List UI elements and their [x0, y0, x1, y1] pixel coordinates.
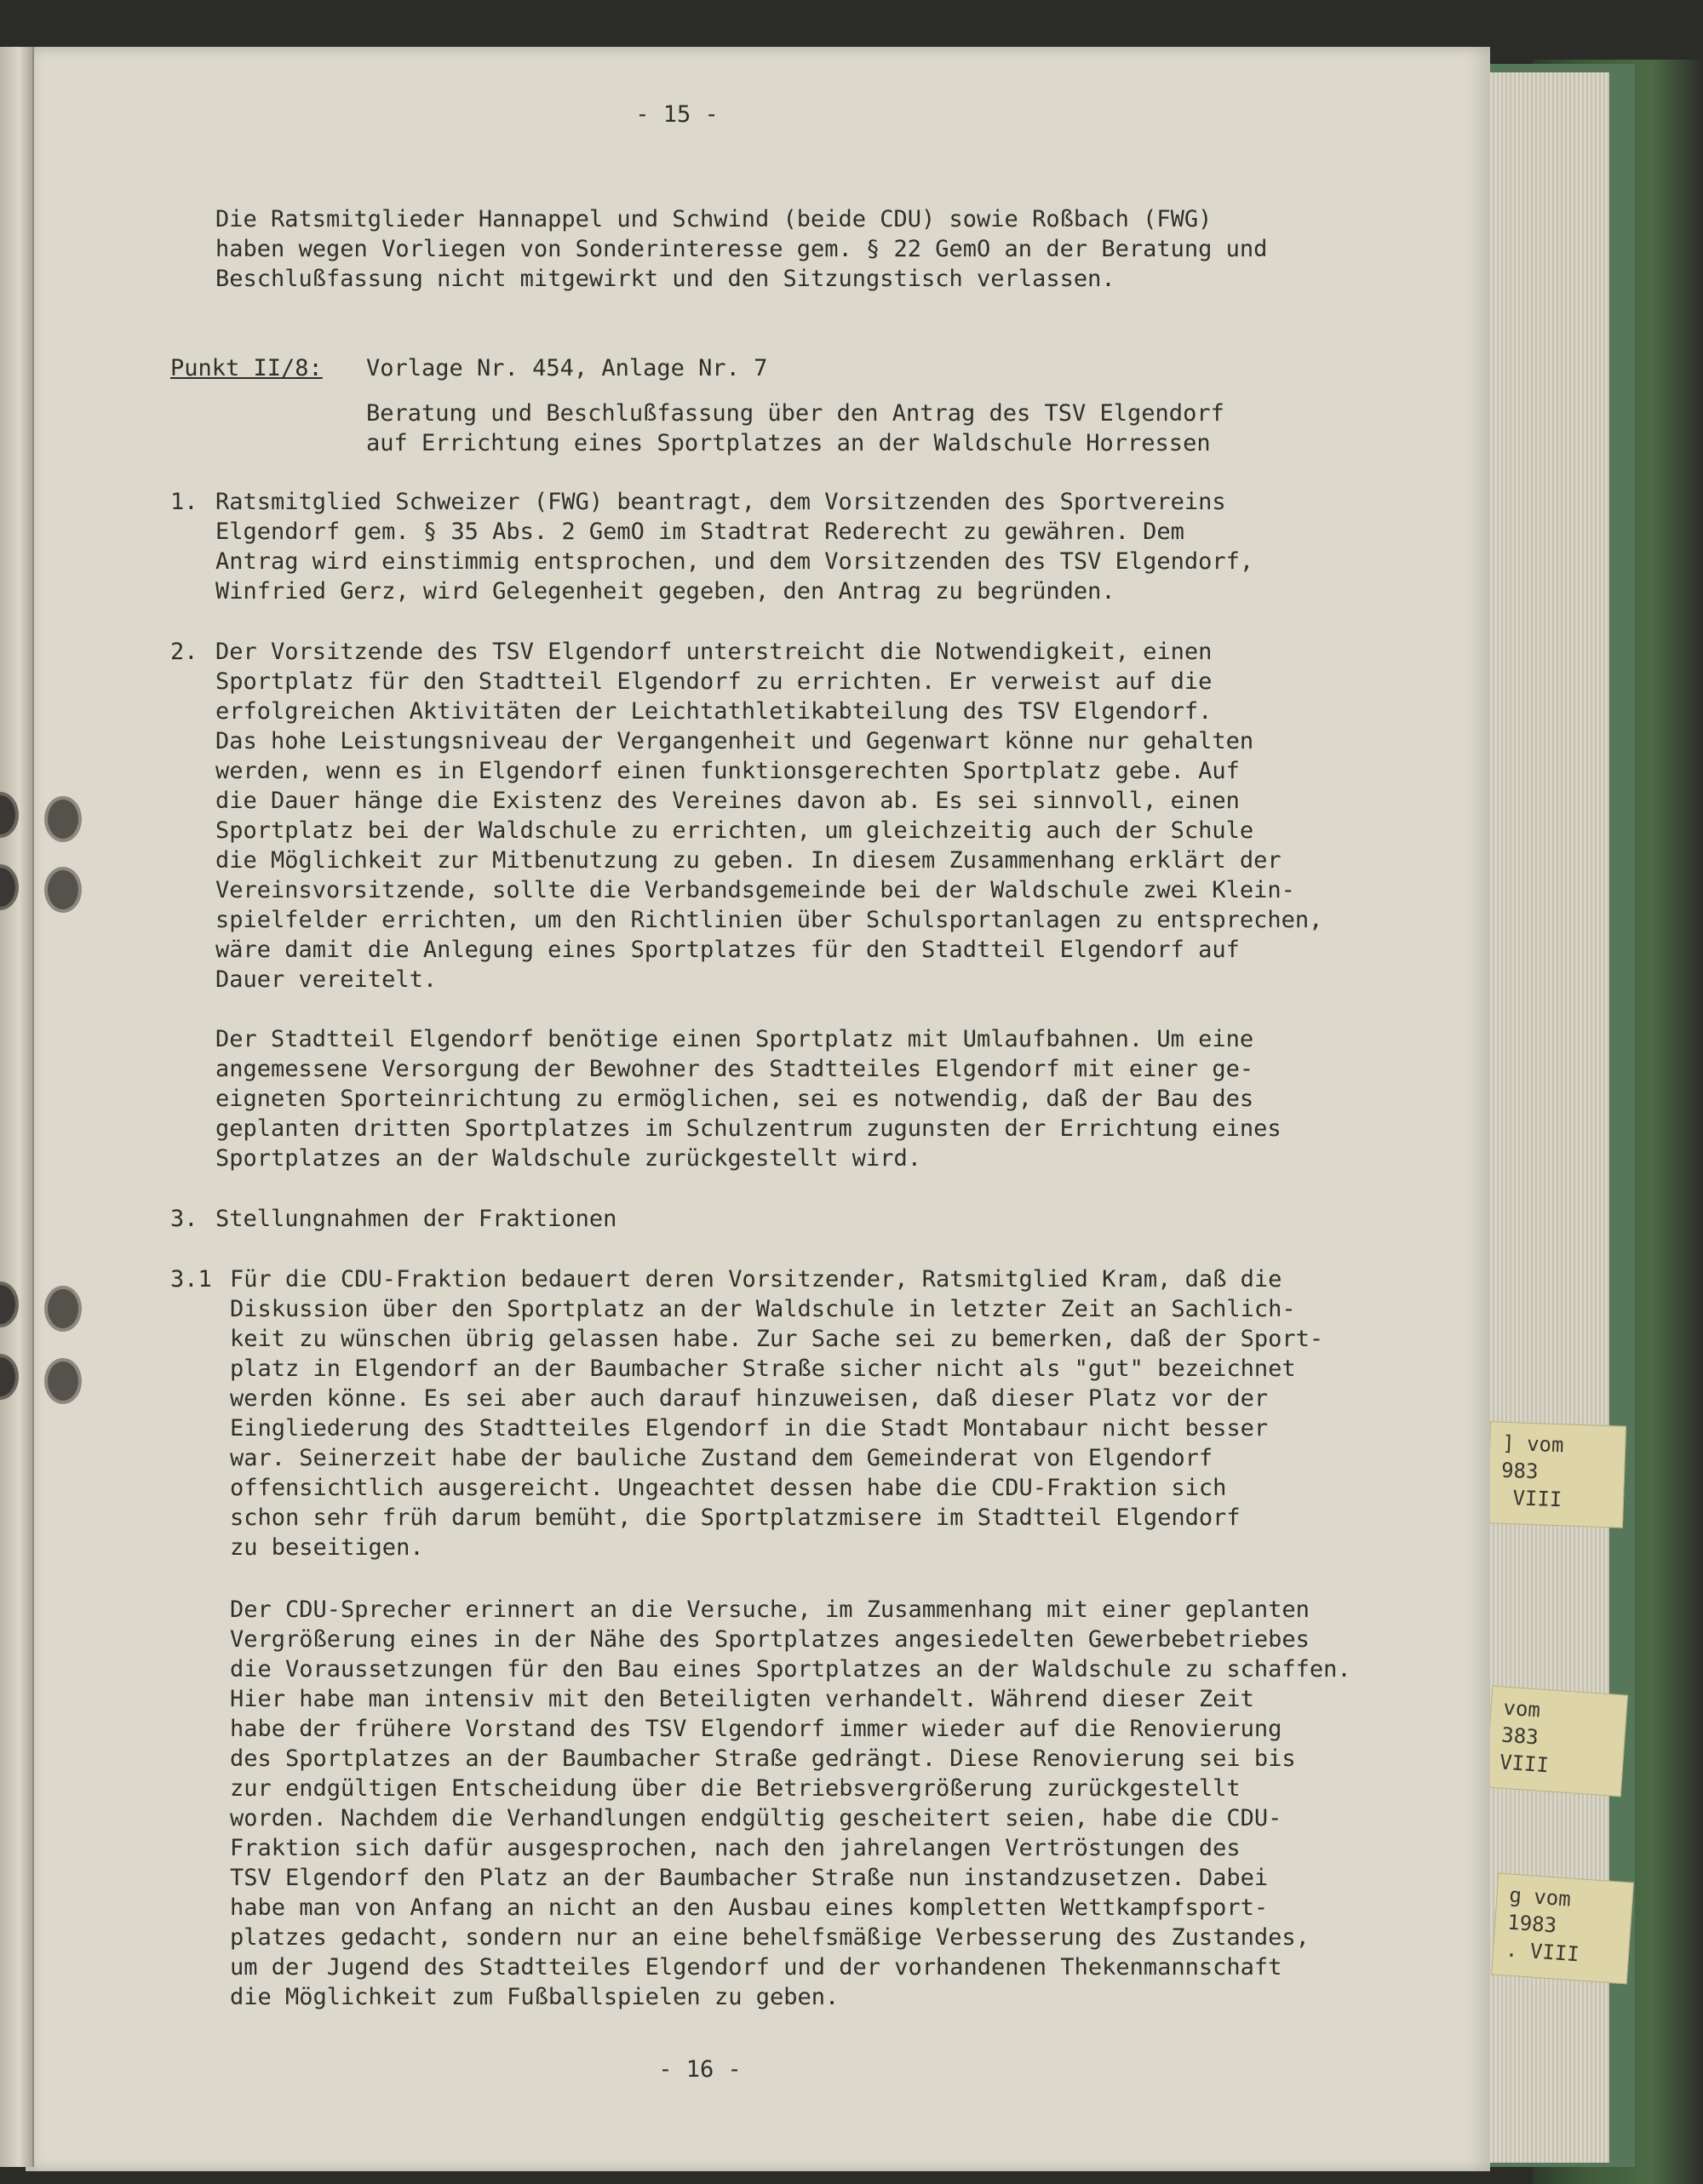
- text-line: Für die CDU-Fraktion bedauert deren Vorsitzender, Ratsmitglied Kram, daß die: [230, 1266, 1282, 1293]
- text-line: Eingliederung des Stadtteiles Elgendorf in die Stadt Montabaur nicht besser: [230, 1415, 1269, 1442]
- text-line: die Möglichkeit zum Fußballspielen zu geben.: [230, 1984, 840, 2010]
- text-line: worden. Nachdem die Verhandlungen endgültig gescheitert seien, habe die CDU-: [230, 1805, 1282, 1831]
- text-line: Antrag wird einstimmig entsprochen, und dem Vorsitzenden des TSV Elgendorf,: [215, 548, 1254, 575]
- text-line: geplanten dritten Sportplatzes im Schulzentrum zugunsten der Errichtung eines: [215, 1115, 1282, 1142]
- text-line: haben wegen Vorliegen von Sonderinteresse gem. § 22 GemO an der Beratung und: [215, 236, 1268, 262]
- text-line: werden, wenn es in Elgendorf einen funktionsgerechten Sportplatz gebe. Auf: [215, 758, 1240, 784]
- text-line: offensichtlich ausgereicht. Ungeachtet dessen habe die CDU-Fraktion sich: [230, 1475, 1227, 1501]
- agenda-item-subtitle: auf Errichtung eines Sportplatzes an der Waldschule Horressen: [366, 430, 1211, 456]
- text-line: war. Seinerzeit habe der bauliche Zustand dem Gemeinderat von Elgendorf: [230, 1445, 1213, 1471]
- text-line: Der Stadtteil Elgendorf benötige einen Sportplatz mit Umlaufbahnen. Um eine: [215, 1026, 1254, 1052]
- text-line: Sportplatz für den Stadtteil Elgendorf zu errichten. Er verweist auf die: [215, 668, 1213, 695]
- text-line: Vergrößerung eines in der Nähe des Sportplatzes angesiedelten Gewerbebetriebes: [230, 1626, 1310, 1653]
- text-line: erfolgreichen Aktivitäten der Leichtathletikabteilung des TSV Elgendorf.: [215, 698, 1213, 725]
- text-line: habe der frühere Vorstand des TSV Elgendorf immer wieder auf die Renovierung: [230, 1716, 1282, 1742]
- agenda-item-label: Punkt II/8:: [170, 355, 323, 381]
- text-line: Der Vorsitzende des TSV Elgendorf unterstreicht die Notwendigkeit, einen: [215, 639, 1213, 665]
- index-tab-1: ] vom 983 VIII: [1487, 1421, 1626, 1528]
- text-line: Vereinsvorsitzende, sollte die Verbandsgemeinde bei der Waldschule zwei Klein-: [215, 877, 1295, 903]
- text-line: TSV Elgendorf den Platz an der Baumbacher Straße nun instandzusetzen. Dabei: [230, 1865, 1269, 1891]
- item-number: 3.1: [170, 1266, 212, 1293]
- text-line: Die Ratsmitglieder Hannappel und Schwind (beide CDU) sowie Roßbach (FWG): [215, 206, 1213, 232]
- text-line: platzes gedacht, sondern nur an eine behelfsmäßige Verbesserung des Zustandes,: [230, 1924, 1310, 1951]
- text-line: Das hohe Leistungsniveau der Vergangenheit und Gegenwart könne nur gehalten: [215, 728, 1254, 754]
- text-line: zur endgültigen Entscheidung über die Betriebsvergrößerung zurückgestellt: [230, 1775, 1241, 1802]
- page-stack-edge: [1482, 72, 1609, 2163]
- text-line: die Möglichkeit zur Mitbenutzung zu geben. In diesem Zusammenhang erklärt der: [215, 847, 1282, 874]
- agenda-item-subtitle: Beratung und Beschlußfassung über den Antrag des TSV Elgendorf: [366, 400, 1224, 427]
- text-line: Ratsmitglied Schweizer (FWG) beantragt, dem Vorsitzenden des Sportvereins: [215, 489, 1226, 515]
- text-line: Beschlußfassung nicht mitgewirkt und den Sitzungstisch verlassen.: [215, 266, 1115, 292]
- page-number-top: - 15 -: [635, 101, 719, 128]
- text-line: schon sehr früh darum bemüht, die Sportplatzmisere im Stadtteil Elgendorf: [230, 1505, 1241, 1531]
- left-page-edge: [0, 47, 34, 2167]
- text-line: spielfelder errichten, um den Richtlinien über Schulsportanlagen zu entsprechen,: [215, 907, 1323, 933]
- text-line: Elgendorf gem. § 35 Abs. 2 GemO im Stadtrat Rederecht zu gewähren. Dem: [215, 519, 1184, 545]
- item-number: 2.: [170, 639, 198, 665]
- text-line: Dauer vereitelt.: [215, 966, 438, 993]
- text-line: werden könne. Es sei aber auch darauf hinzuweisen, daß dieser Platz vor der: [230, 1385, 1269, 1412]
- text-line: keit zu wünschen übrig gelassen habe. Zur Sache sei zu bemerken, daß der Sport-: [230, 1326, 1324, 1352]
- text-line: die Dauer hänge die Existenz des Vereines davon ab. Es sei sinnvoll, einen: [215, 788, 1240, 814]
- item-number: 3.: [170, 1206, 198, 1232]
- punch-hole: [44, 1358, 82, 1404]
- text-line: eigneten Sporteinrichtung zu ermöglichen, sei es notwendig, daß der Bau des: [215, 1086, 1254, 1112]
- text-line: zu beseitigen.: [230, 1534, 424, 1561]
- text-line: Der CDU-Sprecher erinnert an die Versuche, im Zusammenhang mit einer geplanten: [230, 1596, 1310, 1623]
- text-line: habe man von Anfang an nicht an den Ausbau eines kompletten Wettkampfsport-: [230, 1895, 1269, 1921]
- text-line: Winfried Gerz, wird Gelegenheit gegeben, den Antrag zu begründen.: [215, 578, 1115, 605]
- index-tab-3: g vom 1983 . VIII: [1491, 1873, 1634, 1985]
- text-line: die Voraussetzungen für den Bau eines Sportplatzes an der Waldschule zu schaffen.: [230, 1656, 1351, 1682]
- text-line: Fraktion sich dafür ausgesprochen, nach den jahrelangen Vertröstungen des: [230, 1835, 1241, 1861]
- text-line: platz in Elgendorf an der Baumbacher Straße sicher nicht als "gut" bezeichnet: [230, 1356, 1296, 1382]
- text-line: Sportplatz bei der Waldschule zu errichten, um gleichzeitig auch der Schule: [215, 817, 1254, 844]
- item-number: 1.: [170, 489, 198, 515]
- text-line: Hier habe man intensiv mit den Beteiligten verhandelt. Während dieser Zeit: [230, 1686, 1254, 1712]
- punch-hole: [44, 867, 82, 913]
- section-heading: Stellungnahmen der Fraktionen: [215, 1206, 617, 1232]
- page-number-bottom: - 16 -: [658, 2056, 742, 2083]
- text-line: um der Jugend des Stadtteiles Elgendorf und der vorhandenen Thekenmannschaft: [230, 1954, 1282, 1981]
- index-tab-2: vom 383 VIII: [1485, 1686, 1628, 1797]
- text-line: des Sportplatzes an der Baumbacher Straße gedrängt. Diese Renovierung sei bis: [230, 1745, 1296, 1772]
- punch-hole: [44, 1286, 82, 1332]
- text-line: angemessene Versorgung der Bewohner des Stadtteiles Elgendorf mit einer ge-: [215, 1056, 1254, 1082]
- text-line: Sportplatzes an der Waldschule zurückgestellt wird.: [215, 1145, 922, 1172]
- text-line: wäre damit die Anlegung eines Sportplatzes für den Stadtteil Elgendorf auf: [215, 937, 1240, 963]
- punch-hole: [44, 796, 82, 842]
- agenda-item-title: Vorlage Nr. 454, Anlage Nr. 7: [366, 355, 768, 381]
- text-line: Diskussion über den Sportplatz an der Waldschule in letzter Zeit an Sachlich-: [230, 1296, 1296, 1322]
